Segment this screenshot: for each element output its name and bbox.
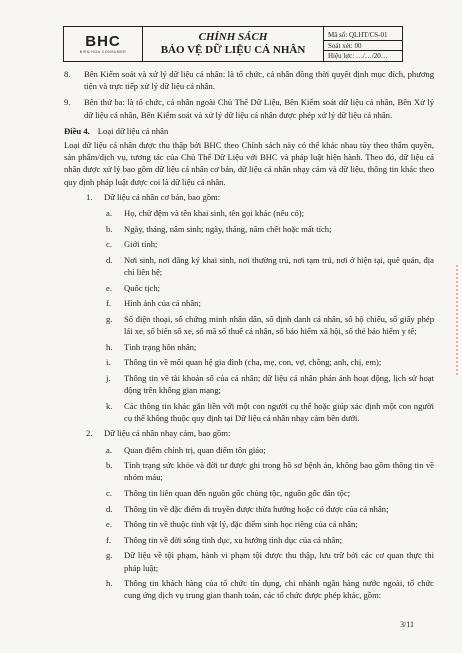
section-title: Dữ liệu cá nhân cơ bản, bao gồm: bbox=[104, 191, 221, 202]
list-item bbox=[106, 238, 434, 250]
section-1-list bbox=[106, 207, 434, 424]
item-letter: e. bbox=[106, 519, 112, 530]
item-text: Thông tin về đặc điểm di truyền được thừa hưởng hoặc có được của cá nhân; bbox=[124, 503, 389, 514]
article-label: Điều 4. bbox=[64, 125, 90, 136]
list-item bbox=[106, 313, 434, 337]
list-item bbox=[106, 503, 434, 515]
item-letter: h. bbox=[106, 341, 113, 352]
page-number: 3/11 bbox=[400, 620, 414, 629]
document-header bbox=[63, 26, 403, 62]
logo-subtext: BIEN HOA CONSUMER bbox=[79, 50, 127, 54]
item-text: Quan điểm chính trị, quan điểm tôn giáo; bbox=[124, 444, 266, 455]
item-text: Bên thứ ba: là tổ chức, cá nhân ngoài Chủ Thể Dữ Liệu, Bên Kiểm soát dữ liệu cá nhân, Bên Xử lý dữ liệu cá nhân, Bên Kiểm soát và xử lý dữ liệu cá nhân được phép xử lý dữ liệu cá nhân. bbox=[84, 97, 434, 120]
section-2 bbox=[86, 427, 434, 439]
section-title: Dữ liệu cá nhân nhạy cảm, bao gồm: bbox=[104, 428, 231, 439]
section-heading bbox=[86, 191, 434, 203]
list-item bbox=[106, 534, 434, 546]
item-text: Bên Kiểm soát và xử lý dữ liệu cá nhân: là tổ chức, cá nhân đồng thời quyết định mục đích, phương tiện và trực tiếp xử lý dữ liệu cá nhân. bbox=[84, 69, 434, 92]
item-letter: b. bbox=[106, 223, 113, 234]
item-letter: f. bbox=[106, 298, 112, 309]
item-text: Thông tin về đời sống tình dục, xu hướng tình dục của cá nhân; bbox=[124, 534, 343, 545]
item-letter: g. bbox=[106, 550, 113, 561]
item-letter: d. bbox=[106, 254, 113, 265]
list-item bbox=[64, 96, 434, 120]
title-line1: CHÍNH SÁCH bbox=[198, 31, 268, 43]
list-item bbox=[106, 372, 434, 396]
item-letter: e. bbox=[106, 282, 112, 293]
list-item bbox=[106, 207, 434, 219]
list-item bbox=[106, 549, 434, 573]
list-item bbox=[106, 356, 434, 368]
item-letter: c. bbox=[106, 239, 112, 250]
section-2-list bbox=[106, 444, 434, 602]
doc-effective: Hiệu lực: …/…/20… bbox=[328, 52, 388, 60]
item-letter: h. bbox=[106, 578, 113, 589]
document-title bbox=[143, 27, 324, 61]
item-letter: a. bbox=[106, 444, 112, 455]
list-item bbox=[106, 254, 434, 278]
list-item bbox=[106, 459, 434, 483]
page-edge-mark bbox=[452, 265, 458, 375]
section-number: 1. bbox=[86, 191, 93, 202]
doc-code: Mã số: QLHT/CS-01 bbox=[324, 30, 402, 41]
article-title: Loại dữ liệu cá nhân bbox=[97, 125, 169, 136]
article-intro: Loại dữ liệu cá nhân được thu thập bởi BHC theo Chính sách này có thể khác nhau tùy theo thẩm quyền, sản phẩm/dịch vụ, tương tác của Chủ Thể Dữ Liệu với BHC và pháp luật hiện hành. Theo đó, dữ liệu cá nhân được xử lý bao gồm dữ liệu cá nhân cơ bản, dữ liệu cá nhân nhạy cảm và dữ liệu, thông tin khác theo quy định pháp luật được coi là dữ liệu cá nhân. bbox=[64, 140, 434, 187]
item-text: Tình trạng sức khỏe và đời tư được ghi trong hồ sơ bệnh án, không bao gồm thông tin về nhóm máu; bbox=[124, 460, 434, 483]
item-letter: c. bbox=[106, 487, 112, 498]
list-item bbox=[106, 297, 434, 309]
item-text: Họ, chữ đệm và tên khai sinh, tên gọi khác (nếu có); bbox=[124, 208, 305, 219]
title-line2: BẢO VỆ DỮ LIỆU CÁ NHÂN bbox=[160, 44, 306, 56]
item-text: Số điện thoại, số chứng minh nhân dân, số định danh cá nhân, số hộ chiếu, số giấy phép lái xe, số biển số xe, số mã số thuế cá nhân, số bảo hiểm xã hội, số thẻ bảo hiểm y tế; bbox=[124, 313, 434, 336]
list-item bbox=[64, 68, 434, 92]
item-letter: a. bbox=[106, 208, 112, 219]
item-text: Ngày, tháng, năm sinh; ngày, tháng, năm chết hoặc mất tích; bbox=[124, 223, 332, 234]
list-item bbox=[106, 341, 434, 353]
item-text: Các thông tin khác gắn liền với một con người cụ thể hoặc giúp xác định một con người cụ thể không thuộc quy định tại Dữ liệu cá nhân nhạy cảm bên dưới. bbox=[124, 400, 434, 423]
company-logo bbox=[64, 27, 143, 61]
item-text: Tình trạng hôn nhân; bbox=[124, 341, 197, 352]
list-item bbox=[106, 400, 434, 424]
item-text: Dữ liệu về tội phạm, hành vi phạm tội được thu thập, lưu trữ bởi các cơ quan thực thi pháp luật; bbox=[124, 550, 434, 573]
item-letter: g. bbox=[106, 313, 113, 324]
item-text: Quốc tịch; bbox=[124, 282, 161, 293]
item-letter: f. bbox=[106, 534, 112, 545]
list-item bbox=[106, 577, 434, 601]
list-item bbox=[106, 487, 434, 499]
item-letter: b. bbox=[106, 460, 113, 471]
list-item bbox=[106, 518, 434, 530]
item-letter: k. bbox=[106, 400, 113, 411]
doc-revision: Soát xét: 00 bbox=[324, 41, 402, 52]
section-1 bbox=[86, 191, 434, 203]
item-letter: d. bbox=[106, 503, 113, 514]
list-item bbox=[106, 223, 434, 235]
logo-text: BHC bbox=[85, 33, 121, 50]
section-number: 2. bbox=[86, 428, 93, 439]
item-number: 9. bbox=[64, 97, 71, 108]
section-heading bbox=[86, 427, 434, 439]
document-meta bbox=[324, 27, 402, 61]
item-text: Thông tin về tài khoản số của cá nhân; dữ liệu cá nhân phản ánh hoạt động, lịch sử hoạt động trên không gian mạng; bbox=[124, 372, 434, 395]
list-item bbox=[106, 444, 434, 456]
document-body bbox=[64, 68, 434, 605]
item-text: Nơi sinh, nơi đăng ký khai sinh, nơi thường trú, nơi tạm trú, nơi ở hiện tại, quê quán, địa chỉ liên hệ; bbox=[124, 254, 434, 278]
article-heading bbox=[64, 125, 434, 137]
item-text: Thông tin khách hàng của tổ chức tín dụng, chi nhánh ngân hàng nước ngoài, tổ chức cung ứng dịch vụ trung gian thanh toán, các tổ chức được phép khác, gồm: bbox=[124, 578, 434, 601]
item-letter: j. bbox=[106, 372, 111, 383]
list-item bbox=[106, 282, 434, 294]
item-text: Giới tính; bbox=[124, 239, 158, 250]
item-text: Thông tin về mối quan hệ gia đình (cha, mẹ, con, vợ, chồng; anh, chị, em); bbox=[124, 357, 382, 368]
item-text: Thông tin về thuộc tính vật lý, đặc điểm sinh học riêng của cá nhân; bbox=[124, 519, 358, 530]
item-number: 8. bbox=[64, 69, 71, 79]
item-text: Thông tin liên quan đến nguồn gốc chủng tộc, nguồn gốc dân tộc; bbox=[124, 487, 351, 498]
item-letter: i. bbox=[106, 357, 111, 368]
item-text: Hình ảnh của cá nhân; bbox=[124, 298, 201, 309]
